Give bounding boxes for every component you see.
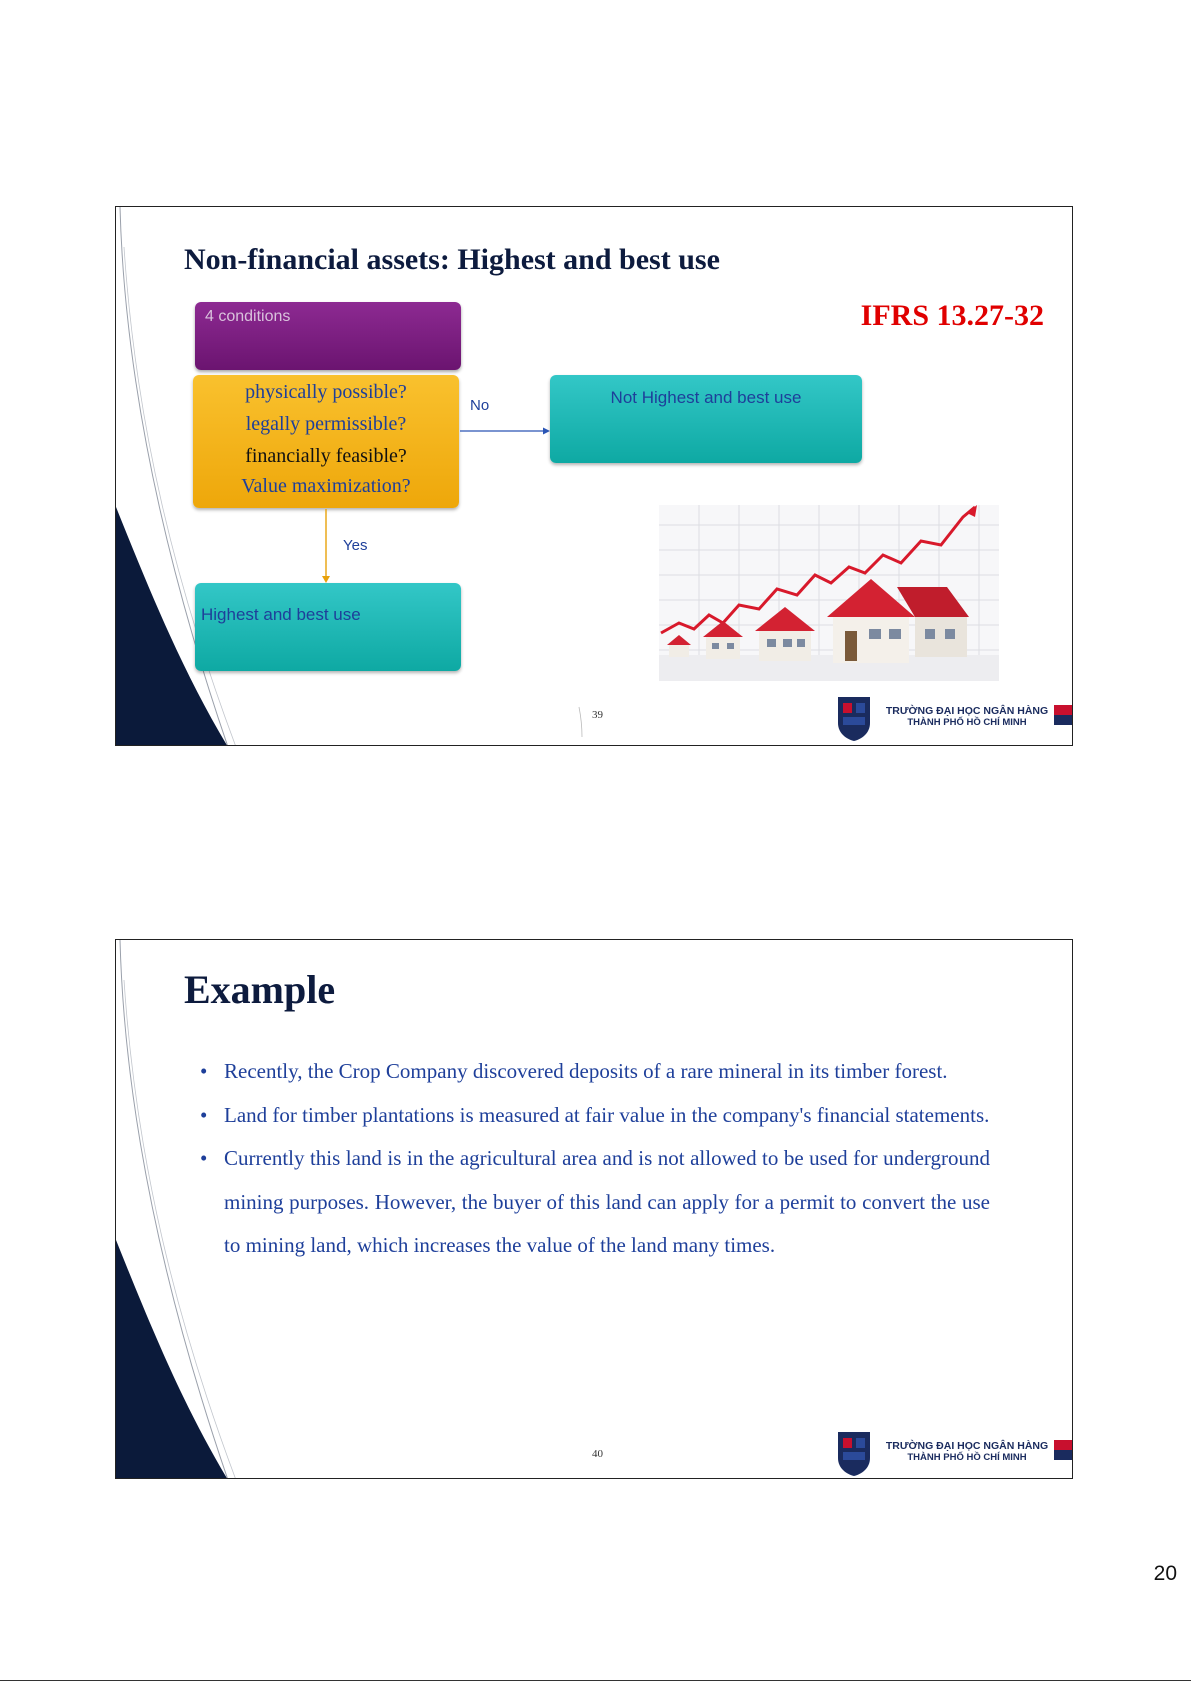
page-divider-decoration [116,207,1073,746]
bullet-dot-icon: • [200,1059,208,1083]
conditions-header-label: 4 conditions [205,308,291,325]
bullet-dot-icon: • [200,1102,208,1127]
slide-title: Non-financial assets: Highest and best use [184,243,720,276]
bottom-rule [0,1680,1191,1681]
bullet-text: Recently, the Crop Company discovered deposits of a rare mineral in its timber forest. [224,1059,948,1083]
logo-line1: TRƯỜNG ĐẠI HỌC NGÂN HÀNG [885,1440,1049,1452]
yes-label: Yes [343,537,368,554]
bullet-dot-icon: • [200,1146,208,1170]
page-number: 40 [592,1448,603,1460]
bullet-text: Land for timber plantations is measured at fair value in the company's financial statements. [224,1102,990,1127]
slide-40 [115,939,1073,1479]
slide-39 [115,206,1073,746]
condition-physical: physically possible? [245,381,407,403]
highest-best-use-label: Highest and best use [201,605,361,624]
slide-title: Example [184,967,336,1012]
university-logo [836,693,1073,741]
logo-line2: THÀNH PHỐ HỒ CHÍ MINH [907,1452,1027,1463]
not-highest-best-use-label: Not Highest and best use [610,388,802,407]
logo-line1: TRƯỜNG ĐẠI HỌC NGÂN HÀNG [885,705,1049,717]
page-number: 39 [592,709,603,721]
university-logo [836,1428,1073,1476]
ifrs-reference: IFRS 13.27-32 [860,299,1044,332]
bullet-text: Currently this land is in the agricultural area and is not allowed to be used for underground mining purposes. However, the buyer of this land can apply for a permit to convert the use to mining land, which increases the value of the land many times. [224,1146,990,1257]
logo-line2: THÀNH PHỐ HỒ CHÍ MINH [907,717,1027,728]
example-bullet-list [200,1050,990,1268]
sheet-page-number: 20 [1153,1562,1177,1585]
bullet-item [200,1137,990,1268]
no-label: No [470,397,490,414]
bullet-item [200,1094,990,1138]
bullet-item [200,1050,990,1094]
condition-value-max: Value maximization? [241,475,411,497]
condition-financial: financially feasible? [245,445,407,467]
condition-legal: legally permissible? [245,413,407,435]
